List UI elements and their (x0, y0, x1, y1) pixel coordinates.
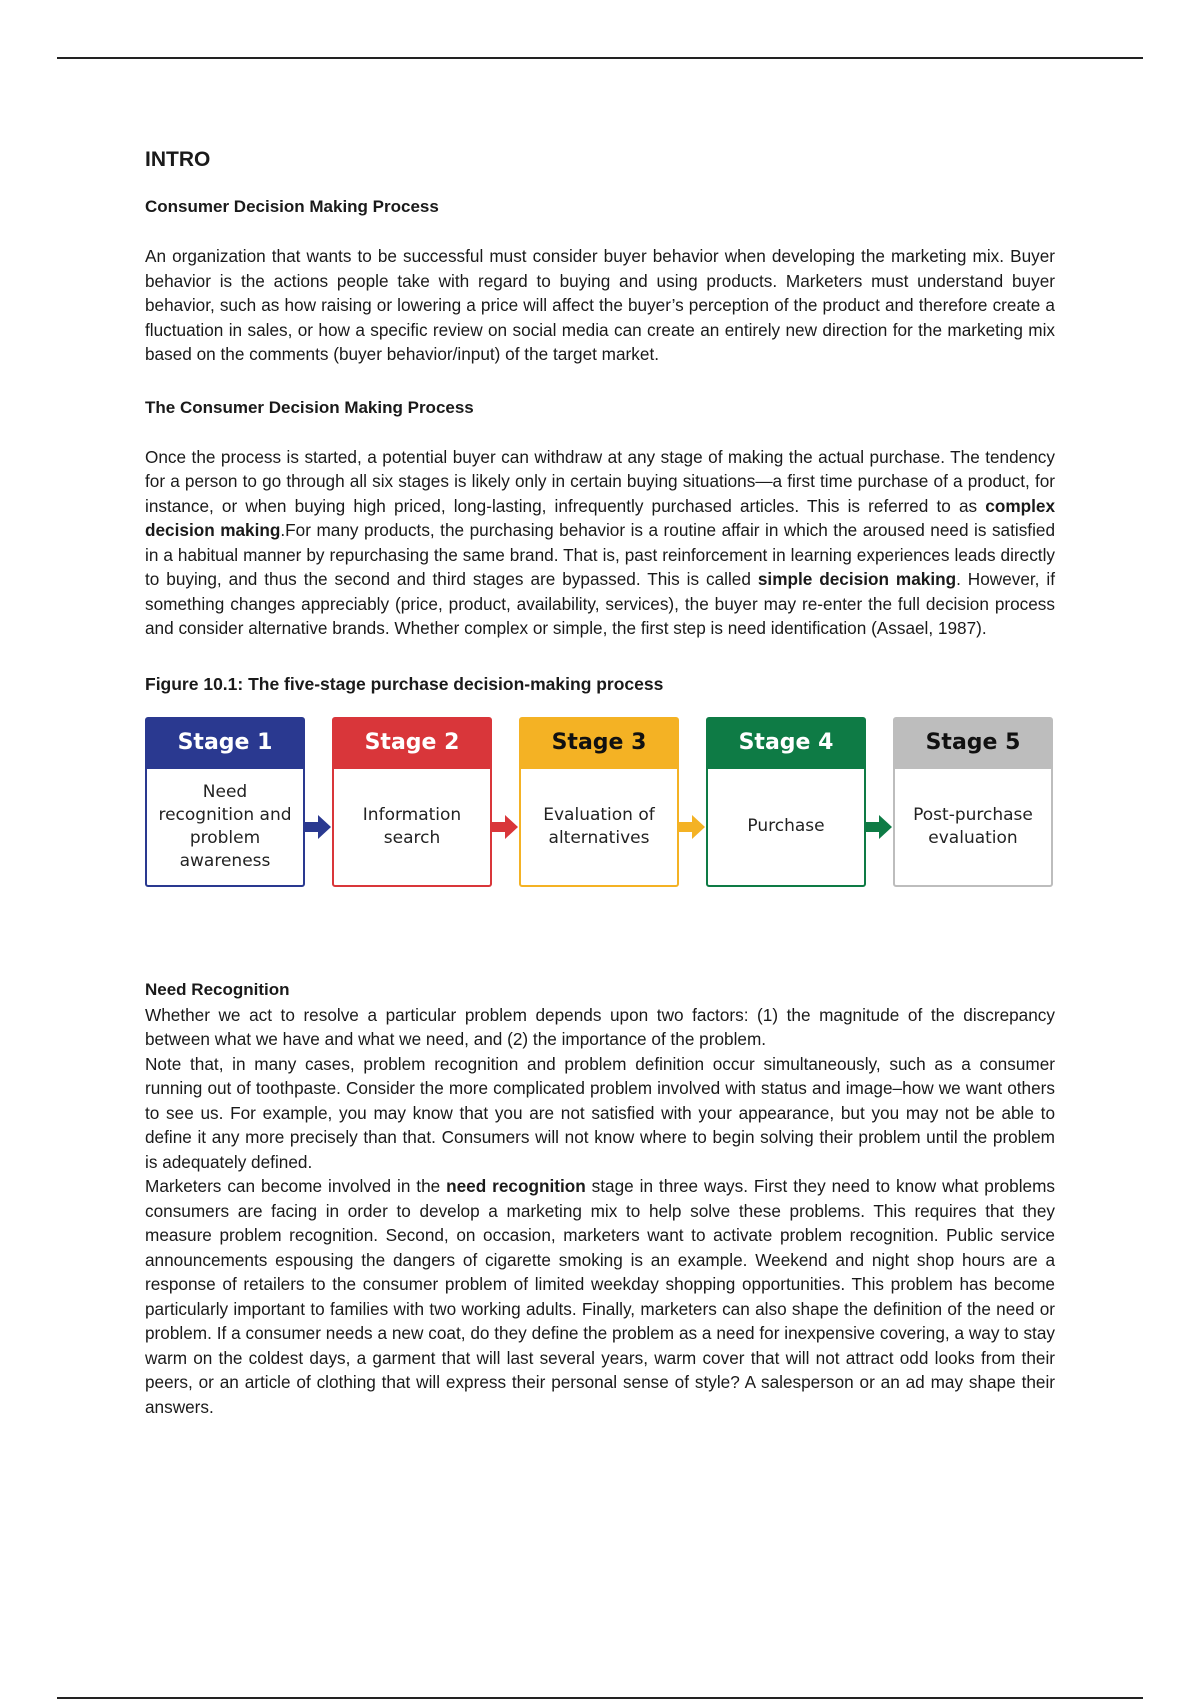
section2-paragraph (145, 445, 1055, 641)
arrow-right-icon (679, 717, 706, 887)
need-recognition-section (145, 979, 1055, 1420)
stage-2-box (332, 717, 492, 887)
stage-3-text: Evaluation of alternatives (543, 804, 655, 848)
bold-term-simple: simple decision making (757, 569, 957, 589)
figure-caption: Figure 10.1: The five-stage purchase decision-making process (145, 673, 664, 694)
text-run: stage in three ways. First they need to know what problems consumers are facing in order to develop a marketing mix to help solve these problems. This requires that they measure problem recognition. Second, on occasion, marketers want to activate problem recognition. Public service announcements espousing the dangers of cigarette smoking is an example. Weekend and night shop hours are a response of retailers to the consumer problem of limited weekday shopping opportunities. This problem has become particularly important to families with two working adults. Finally, marketers can also shape the definition of the need or problem. If a consumer needs a new coat, do they define the problem as a need for inexpensive covering, a way to stay warm on the coldest days, a garment that will last several years, warm cover that will not attract odd looks from their peers, or an article of clothing that will express their personal sense of style? A salesperson or an ad may shape their answers. (145, 1176, 1055, 1417)
bold-term-complex: complex decision making (145, 495, 1055, 540)
stage-3-header: Stage 3 (521, 719, 677, 769)
document-page (145, 138, 1055, 1419)
stage-4-header: Stage 4 (708, 719, 864, 769)
arrow-right-icon (866, 717, 893, 887)
stage-1-box (145, 717, 305, 887)
section1-title: Consumer Decision Making Process (145, 197, 439, 216)
bold-term-need-recognition: need recognition (446, 1176, 586, 1196)
text-run: Marketers can become involved in the (145, 1176, 447, 1196)
stage-2-text: Information search (362, 804, 462, 848)
stage-4-text: Purchase (747, 816, 825, 836)
intro-heading: INTRO (145, 148, 211, 171)
need-paragraph-2: Note that, in many cases, problem recognition and problem definition occur simultaneously, such as a consumer running out of toothpaste. Consider the more complicated problem involved with status and image–how we want others to see us. For example, you may know that you are not satisfied with your appearance, but you may not be able to define it any more precisely than that. Consumers will not know where to begin solving their problem until the problem is adequately defined. (145, 1053, 1055, 1172)
need-recognition-title: Need Recognition (145, 979, 290, 999)
stage-5-text: Post-purchase evaluation (913, 804, 1033, 848)
header-rule (57, 57, 1143, 59)
need-paragraph-3 (145, 1174, 1055, 1419)
text-run: . However, if something changes appreciably (price, product, availability, services), the buyer may re-enter the full decision process and consider alternative brands. Whether complex or simple, the first step is need identification (Assael, 1987). (145, 569, 1055, 638)
stage-2-header: Stage 2 (334, 719, 490, 769)
stage-1-header: Stage 1 (147, 719, 303, 769)
stage-3-box (519, 717, 679, 887)
stage-1-text: Need recognition and problem awareness (158, 781, 292, 871)
text-run: Once the process is started, a potential buyer can withdraw at any stage of making the actual purchase. The tendency for a person to go through all six stages is likely only in certain buying situations—a first time purchase of a product, for instance, or when buying high priced, long-lasting, infrequently purchased articles. This is referred to as (145, 446, 1055, 516)
footer-rule (57, 1697, 1143, 1699)
stage-4-box (706, 717, 866, 887)
text-run: .For many products, the purchasing behavior is a routine affair in which the aroused need is satisfied in a habitual manner by repurchasing the same brand. That is, past reinforcement in learning experiences leads directly to buying, and thus the second and third stages are bypassed. This is called (145, 520, 1056, 589)
stage-5-box (893, 717, 1053, 887)
stage-diagram (145, 717, 1055, 887)
need-paragraph-1: Whether we act to resolve a particular problem depends upon two factors: (1) the magnitude of the discrepancy between what we have and what we need, and (2) the importance of the problem. (145, 1004, 1055, 1049)
arrow-right-icon (492, 717, 519, 887)
section2-title: The Consumer Decision Making Process (145, 397, 474, 417)
section1-paragraph: An organization that wants to be successful must consider buyer behavior when developing the marketing mix. Buyer behavior is the actions people take with regard to buying and using products. Marketers must understand buyer behavior, such as how raising or lowering a price will affect the buyer’s perception of the product and therefore create a fluctuation in sales, or how a specific review on social media can create an entirely new direction for the marketing mix based on the comments (buyer behavior/input) of the target market. (145, 246, 1055, 364)
stage-5-header: Stage 5 (895, 719, 1051, 769)
arrow-right-icon (305, 717, 332, 887)
